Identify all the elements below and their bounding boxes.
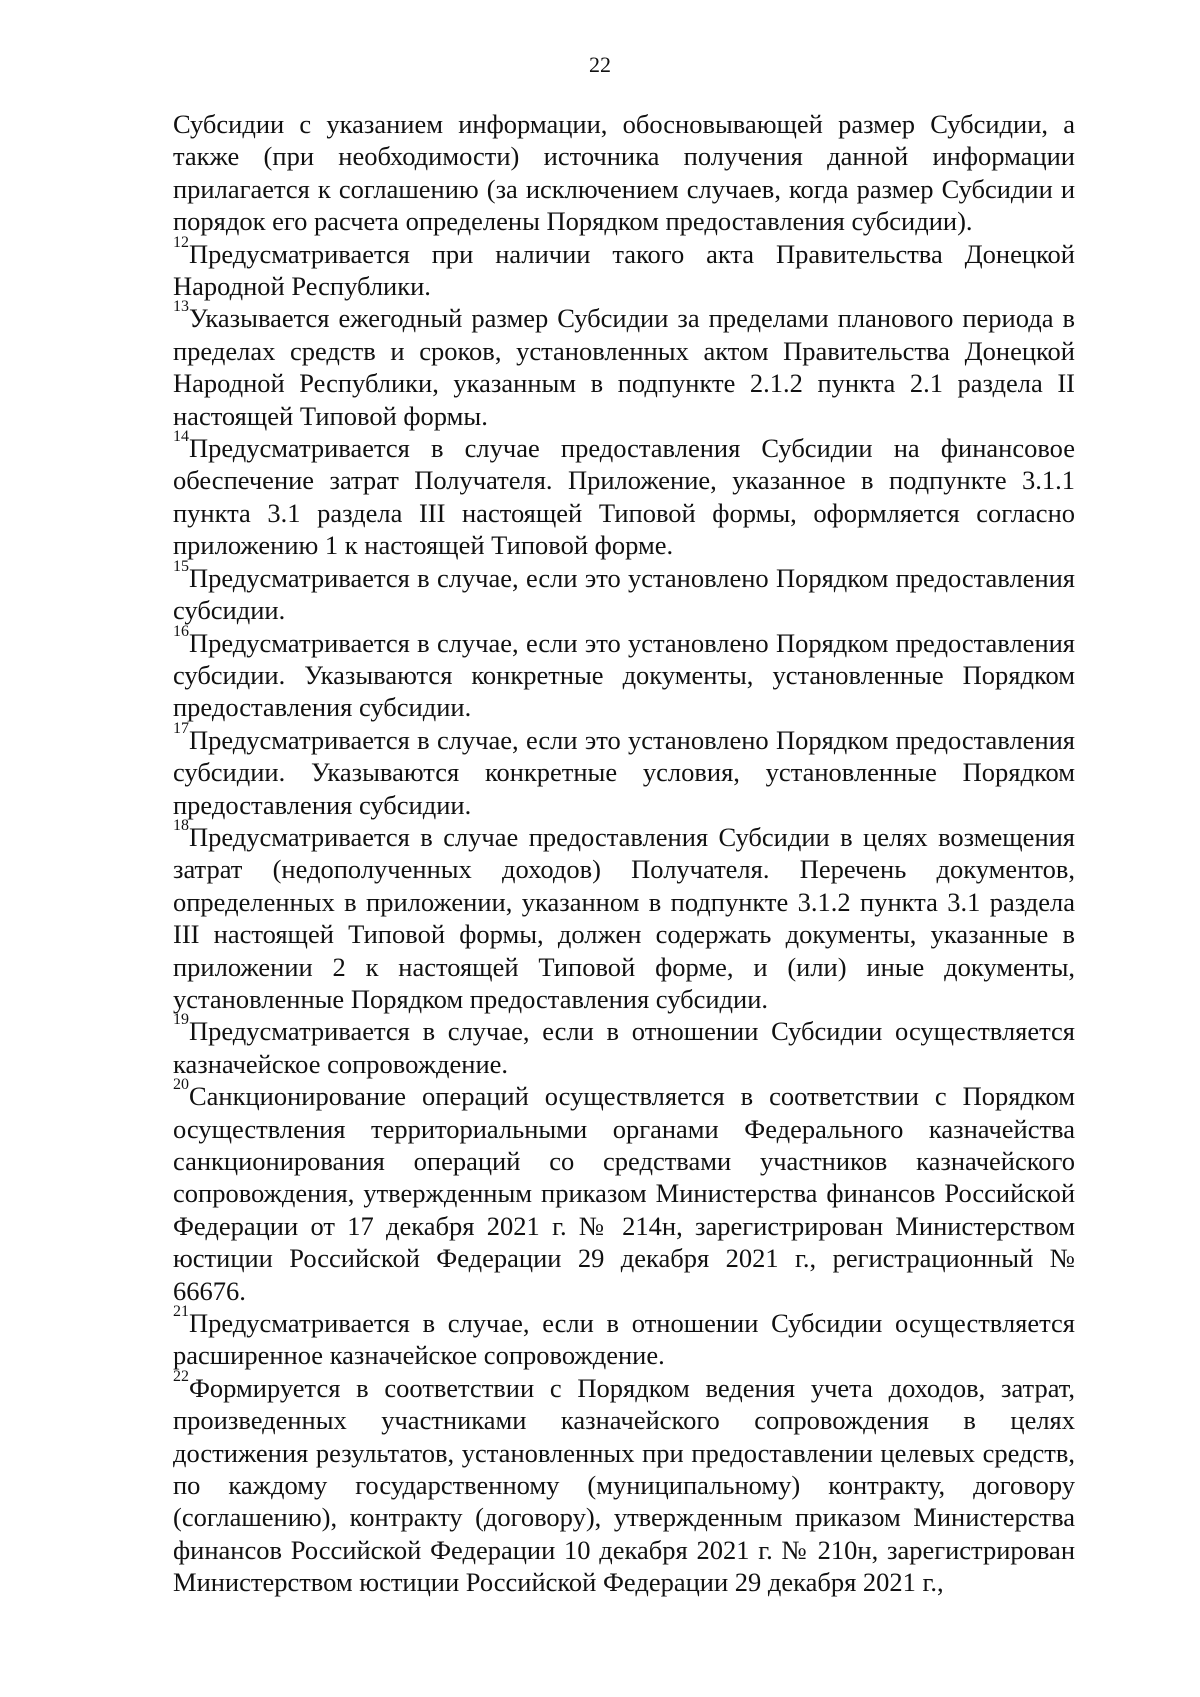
footnote-14 bbox=[173, 428, 1075, 562]
footnote-marker: 22 bbox=[173, 1367, 189, 1385]
footnote-text: Предусматривается в случае предоставления Субсидии на финансовое обеспечение затрат Получателя. Приложение, указанное в подпункте 3.1.1 пункта 3.1 раздела III настоящей Типовой формы, оформляется согласно приложению 1 к настоящей Типовой форме. bbox=[173, 433, 1075, 561]
footnote-marker: 18 bbox=[173, 816, 189, 834]
footnote-text: Субсидии с указанием информации, обосновывающей размер Субсидии, а также (при необходимости) источника получения данной информации прилагается к соглашению (за исключением случаев, когда размер Субсидии и порядок его расчета определены Порядком предоставления субсидии). bbox=[173, 109, 1075, 237]
footnote-21 bbox=[173, 1303, 1075, 1372]
footnote-13 bbox=[173, 298, 1075, 432]
footnote-text: Предусматривается в случае предоставления Субсидии в целях возмещения затрат (недополученных доходов) Получателя. Перечень документов, определенных в приложении, указанном в подпункте 3.1.2 пункта 3.1 раздела III настоящей Типовой формы, должен содержать документы, указанные в приложении 2 к настоящей Типовой форме, и (или) иные документы, установленные Порядком предоставления субсидии. bbox=[173, 821, 1075, 1014]
footnote-text: Предусматривается в случае, если это установлено Порядком предоставления субсидии. Указываются конкретные документы, установленные Порядком предоставления субсидии. bbox=[173, 627, 1075, 723]
footnote-marker: 19 bbox=[173, 1011, 189, 1029]
footnote-text: Предусматривается в случае, если в отношении Субсидии осуществляется казначейское сопровождение. bbox=[173, 1016, 1075, 1079]
footnote-marker: 14 bbox=[173, 428, 189, 446]
footnote-22 bbox=[173, 1367, 1075, 1599]
footnote-text: Предусматривается в случае, если это установлено Порядком предоставления субсидии. bbox=[173, 562, 1075, 626]
footnote-16 bbox=[173, 622, 1075, 724]
footnote-text: Санкционирование операций осуществляется в соответствии с Порядком осуществления территориальными органами Федерального казначейства санкционирования операций со средствами участников казначейского сопровождения, утвержденным приказом Министерства финансов Российской Федерации от 17 декабря 2021 г. № 214н, зарегистрирован Министерством юстиции Российской Федерации 29 декабря 2021 г., регистрационный № 66676. bbox=[173, 1081, 1075, 1306]
footnote-text: Формируется в соответствии с Порядком ведения учета доходов, затрат, произведенных участниками казначейского сопровождения в целях достижения результатов, установленных при предоставлении целевых средств, по каждому государственному (муниципальному) контракту, договору (соглашению), контракту (договору), утвержденным приказом Министерства финансов Российской Федерации 10 декабря 2021 г. № 210н, зарегистрирован Министерством юстиции Российской Федерации 29 декабря 2021 г., bbox=[173, 1372, 1075, 1598]
footnote-marker: 21 bbox=[173, 1303, 189, 1321]
footnote-marker: 13 bbox=[173, 298, 189, 316]
footnote-text: Предусматривается в случае, если в отношении Субсидии осуществляется расширенное казначейское сопровождение. bbox=[173, 1308, 1075, 1371]
footnotes-body bbox=[173, 108, 1075, 1599]
footnote-continuation bbox=[173, 108, 1075, 238]
footnote-marker: 16 bbox=[173, 622, 189, 640]
footnote-text: Предусматривается в случае, если это установлено Порядком предоставления субсидии. Указываются конкретные условия, установленные Порядком предоставления субсидии. bbox=[173, 724, 1075, 820]
footnote-12 bbox=[173, 233, 1075, 303]
footnote-text: Указывается ежегодный размер Субсидии за пределами планового периода в пределах средств и сроков, установленных актом Правительства Донецкой Народной Республики, указанным в подпункте 2.1.2 пункта 2.1 раздела II настоящей Типовой формы. bbox=[173, 303, 1075, 431]
footnote-15 bbox=[173, 557, 1075, 627]
footnote-text: Предусматривается при наличии такого акта Правительства Донецкой Народной Республики. bbox=[173, 238, 1075, 302]
footnote-marker: 12 bbox=[173, 233, 189, 251]
footnote-20 bbox=[173, 1076, 1075, 1307]
footnote-marker: 15 bbox=[173, 557, 189, 575]
footnote-marker: 20 bbox=[173, 1076, 189, 1094]
page-number: 22 bbox=[589, 52, 611, 77]
footnote-marker: 17 bbox=[173, 719, 189, 737]
footnote-19 bbox=[173, 1011, 1075, 1080]
footnote-17 bbox=[173, 719, 1075, 821]
footnote-18 bbox=[173, 816, 1075, 1015]
